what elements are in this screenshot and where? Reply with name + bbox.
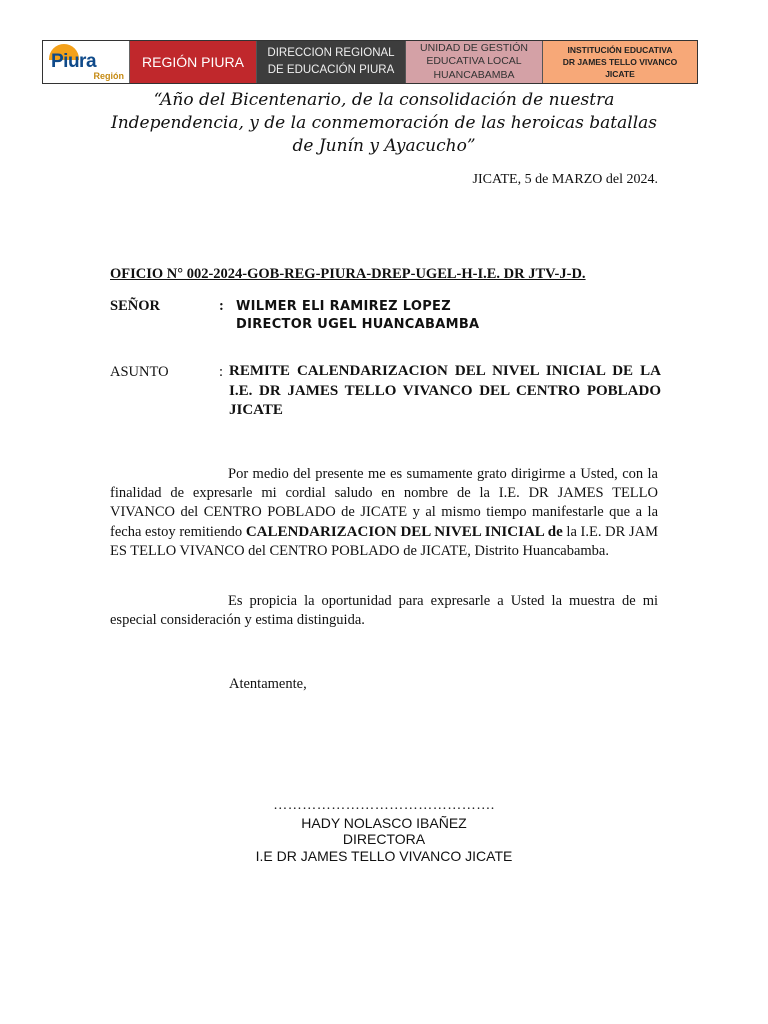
addressee-block — [236, 298, 479, 334]
drep-line-2: DE EDUCACIÓN PIURA — [267, 64, 395, 76]
document-number: OFICIO N° 002-2024-GOB-REG-PIURA-DREP-UGEL-H-I.E. DR JTV-J-D. — [110, 266, 586, 282]
place-date: JICATE, 5 de MARZO del 2024. — [472, 172, 658, 187]
drep-label — [257, 41, 406, 83]
ugel-line-3: HUANCABAMBA — [433, 68, 515, 81]
addressee-label: SEÑOR — [110, 298, 160, 314]
closing: Atentamente, — [229, 676, 307, 692]
institution-line-1: INSTITUCIÓN EDUCATIVA — [567, 45, 673, 55]
signer-name: HADY NOLASCO IBAÑEZ — [301, 814, 467, 831]
institution-label — [543, 41, 697, 83]
subject-text: REMITE CALENDARIZACION DEL NIVEL INICIAL DE LA I.E. DR JAMES TELLO VIVANCO DEL CENTRO POBLADO JICATE — [229, 363, 661, 418]
signature-line: ………………………………………. — [273, 798, 495, 813]
logo-sub: Región — [93, 71, 124, 81]
institution-line-2: DR JAMES TELLO VIVANCO — [562, 57, 678, 67]
addressee-colon: : — [219, 298, 224, 314]
subject-colon: : — [219, 364, 224, 380]
addressee-name: WILMER ELI RAMIREZ LOPEZ — [236, 299, 451, 314]
addressee-title: DIRECTOR UGEL HUANCABAMBA — [236, 317, 480, 332]
ugel-line-2: EDUCATIVA LOCAL — [426, 55, 522, 68]
ugel-line-1: UNIDAD DE GESTIÓN — [420, 41, 528, 54]
institution-line-3: JICATE — [605, 69, 635, 79]
subject-label: ASUNTO — [110, 364, 169, 380]
body-paragraph-1 — [110, 465, 658, 561]
ugel-label — [406, 41, 543, 83]
logo-word: Piura — [51, 51, 97, 72]
body-p1-emphasis: CALENDARIZACION DEL NIVEL INICIAL de — [245, 523, 563, 540]
body-p2-text: Es propicia la oportunidad para expresarle a Usted la muestra de mi especial consideración y estima distinguida. — [110, 593, 658, 629]
body-p1-end: la I.E. DR JAM ES TELLO VIVANCO del CENTRO POBLADO de JICATE, Distrito Huancabamba. — [110, 523, 658, 559]
letterhead-banner — [42, 40, 698, 84]
signer-institution: I.E DR JAMES TELLO VIVANCO JICATE — [255, 847, 513, 864]
body-p1-start: Por medio del presente me es sumamente grato dirigirme a Usted, con la finalidad de expresarle mi cordial saludo en nombre de la I.E. DR JAMES TELLO VIVANCO del CENTRO POBLADO de JICATE y al mismo tiempo manifestarle que a la fecha estoy remitiendo — [110, 466, 658, 540]
signer-role: DIRECTORA — [342, 831, 426, 847]
drep-line-1: DIRECCION REGIONAL — [267, 47, 395, 59]
region-label: REGIÓN PIURA — [130, 41, 257, 83]
body-paragraph-2 — [110, 592, 658, 630]
piura-region-logo — [43, 41, 130, 83]
signature-block — [234, 798, 534, 864]
year-motto: “Año del Bicentenario, de la consolidación de nuestra Independencia, y de la conmemoración de las heroicas batallas de Junín y Ayacucho” — [110, 90, 658, 156]
